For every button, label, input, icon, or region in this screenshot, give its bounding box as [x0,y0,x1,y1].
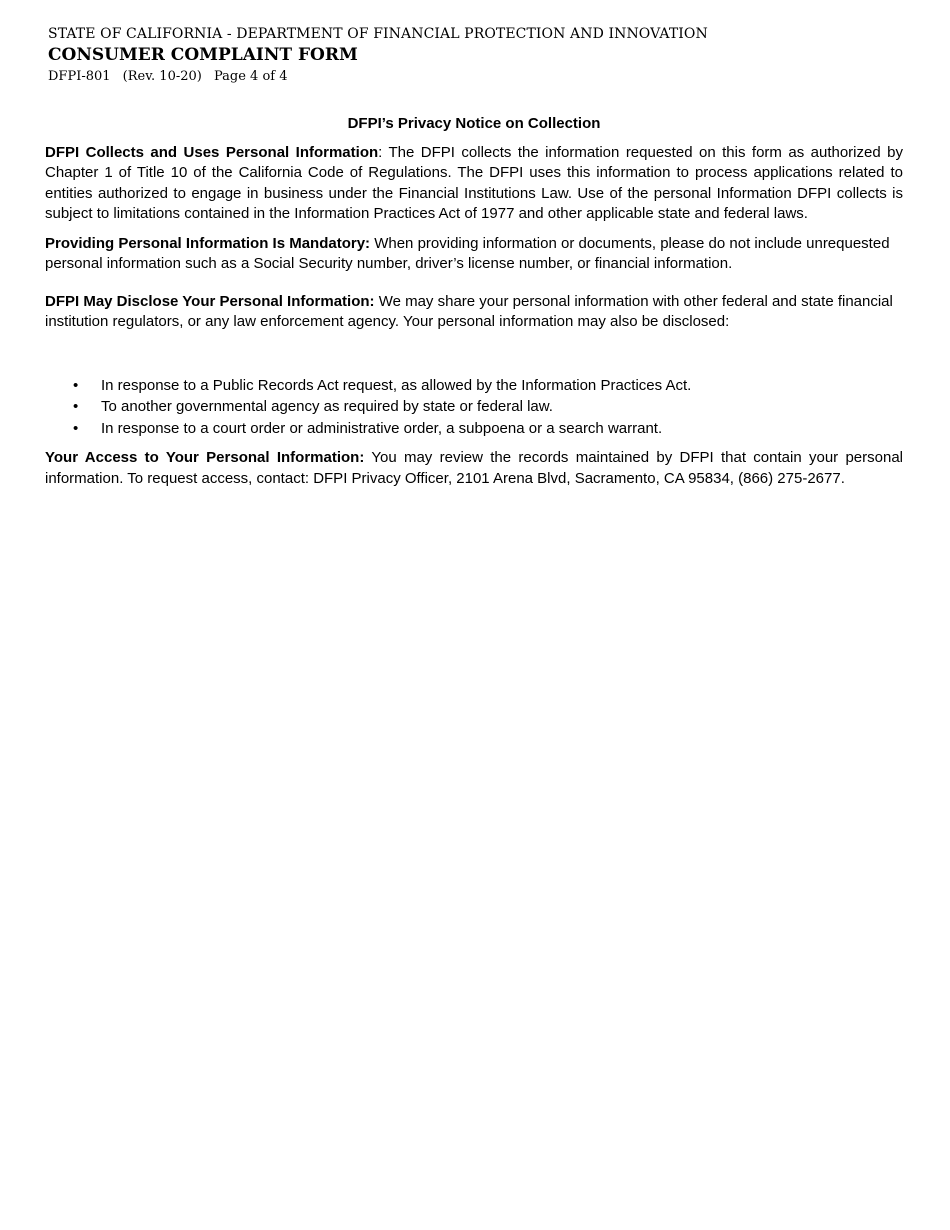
bullet-icon: • [73,419,79,437]
section-heading-separator: : [378,143,383,161]
form-number: DFPI-801 [48,69,111,84]
page-number: Page 4 of 4 [213,69,288,84]
section-body: You may review the records maintained by DFPI that contain your personal information. To request access, contact: DFPI Privacy Officer, 2101 Arena Blvd, Sacramento, CA 95834, (866) 275-2677. [45,449,903,487]
disclosure-list [45,375,903,440]
spacer [45,333,903,375]
list-item-text: In response to a court order or administrative order, a subpoena or a search warrant. [101,419,663,437]
section-heading: DFPI May Disclose Your Personal Information: [45,292,375,310]
form-title: CONSUMER COMPLAINT FORM [48,45,358,65]
list-item-text: To another governmental agency as required by state or federal law. [101,398,553,415]
privacy-notice [45,114,903,489]
bullet-icon: • [73,376,79,394]
spacer [45,439,903,448]
section-heading: DFPI Collects and Uses Personal Information [45,143,379,161]
form-header [48,24,708,87]
list-item-text: In response to a Public Records Act request, as allowed by the Information Practices Act. [101,376,692,394]
section-body: We may share your personal information with other federal and state financial institution regulators, or any law enforcement agency. Your personal information may also be disclosed: [45,292,893,330]
spacer [45,225,903,234]
form-meta [48,67,708,87]
notice-title: DFPI’s Privacy Notice on Collection [347,115,601,132]
section-collects-uses [45,143,903,225]
section-heading: Providing Personal Information Is Mandatory: [45,234,371,252]
form-revision: (Rev. 10-20) [122,69,202,84]
section-mandatory [45,234,903,275]
section-your-access [45,448,903,489]
list-item [45,375,903,397]
section-body: The DFPI collects the information requested on this form as authorized by Chapter 1 of Title 10 of the California Code of Regulations. The DFPI uses this information to process applications related to entities authorized to engage in business under the Financial Institutions Law. Use of the personal Information DFPI collects is subject to limitations contained in the Information Practices Act of 1977 and other applicable state and federal laws. [45,143,903,222]
agency-name: STATE OF CALIFORNIA - DEPARTMENT OF FINANCIAL PROTECTION AND INNOVATION [48,26,708,42]
bullet-icon: • [73,398,79,415]
section-may-disclose [45,292,903,333]
list-item [45,418,903,440]
section-heading: Your Access to Your Personal Information: [45,449,365,466]
section-body: When providing information or documents, please do not include unrequested personal information such as a Social Security number, driver’s license number, or financial information. [45,234,890,272]
list-item [45,396,903,418]
spacer [45,275,903,292]
